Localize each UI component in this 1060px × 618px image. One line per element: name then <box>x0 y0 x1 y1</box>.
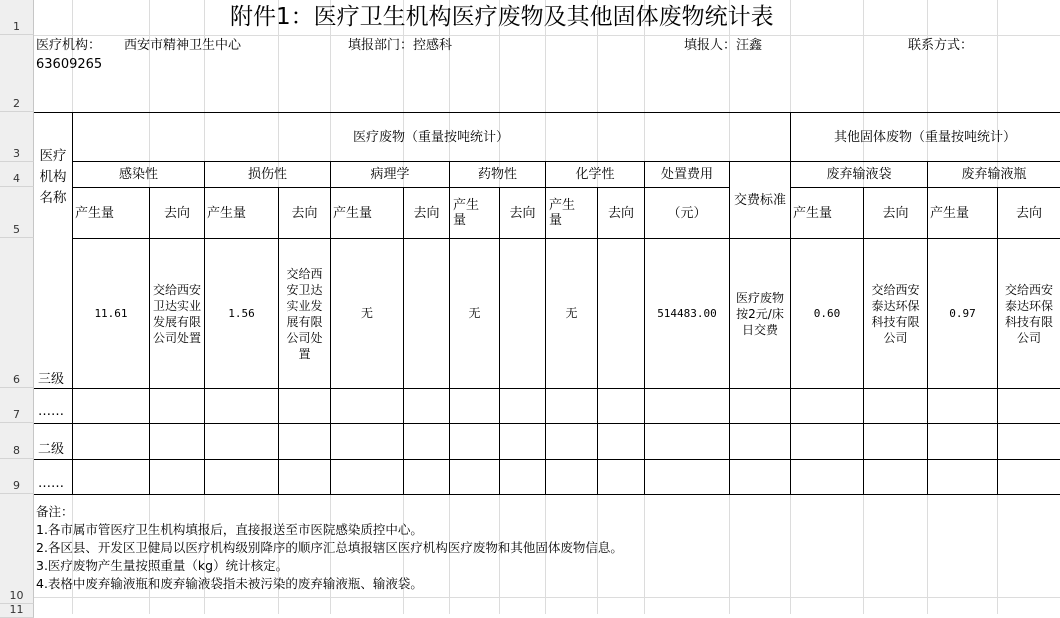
pathological-amount-cell[interactable]: 无 <box>360 306 373 320</box>
contact-label: 联系方式： <box>908 38 974 53</box>
infectious-header: 感染性 <box>118 167 158 182</box>
pathological-header: 病理学 <box>370 167 410 182</box>
note-item: 4.表格中废弃输液瓶和废弃输液袋指未被污染的废弃输液瓶、输液袋。 <box>36 576 423 591</box>
note-item: 1.各市属市管医疗卫生机构填报后，直接报送至市医院感染质控中心。 <box>36 522 423 537</box>
level-ellipsis-2[interactable]: …… <box>38 475 64 491</box>
chemical-header: 化学性 <box>575 167 615 182</box>
iv-bag-amount-header: 产生量 <box>793 205 833 221</box>
iv-bottle-header: 废弃输液瓶 <box>961 167 1027 182</box>
org-value: 西安市精神卫生中心 <box>124 38 242 53</box>
pathological-destination-cell[interactable] <box>404 239 449 388</box>
sheet-title: 附件1：医疗卫生机构医疗废物及其他固体废物统计表 <box>230 4 774 30</box>
damaging-destination-cell[interactable]: 交给西安卫达实业发展有限公司处置 <box>286 266 323 361</box>
infectious-destination-cell[interactable]: 交给西安卫达实业发展有限公司处置 <box>153 282 202 345</box>
iv-bottle-amount-cell[interactable]: 0.97 <box>949 307 976 320</box>
pharmaceutical-destination-cell[interactable] <box>500 239 545 388</box>
level-second[interactable]: 二级 <box>38 441 65 457</box>
note-item: 3.医疗废物产生量按照重量（kg）统计核定。 <box>36 558 289 573</box>
row-header-8[interactable]: 8 <box>0 423 34 459</box>
damaging-destination-header: 去向 <box>291 205 318 221</box>
row-header-1[interactable]: 1 <box>0 0 34 35</box>
fee-standard-cell[interactable]: 医疗废物按2元/床日交费 <box>735 290 784 337</box>
notes-heading: 备注： <box>36 504 74 519</box>
iv-bag-destination-cell[interactable]: 交给西安泰达环保科技有限公司 <box>871 282 920 345</box>
pharmaceutical-amount-header: 产生量 <box>453 198 480 228</box>
iv-bottle-amount-header: 产生量 <box>930 205 970 221</box>
damaging-amount-header: 产生量 <box>207 205 247 221</box>
pharmaceutical-destination-header: 去向 <box>509 205 536 221</box>
disposal-fee-header: 处置费用 <box>660 167 713 182</box>
row-header-7[interactable]: 7 <box>0 388 34 423</box>
chemical-amount-header: 产生量 <box>549 198 576 228</box>
chemical-destination-header: 去向 <box>607 205 634 221</box>
damaging-header: 损伤性 <box>247 167 287 182</box>
iv-bag-header: 废弃输液袋 <box>826 167 892 182</box>
iv-bottle-destination-header: 去向 <box>1015 205 1042 221</box>
infectious-destination-header: 去向 <box>163 205 190 221</box>
row-header-5[interactable]: 5 <box>0 187 34 238</box>
disposal-fee-cell[interactable]: 514483.00 <box>657 307 717 320</box>
pathological-amount-header: 产生量 <box>333 205 373 221</box>
other-waste-header: 其他固体废物（重量按吨统计） <box>833 129 1016 145</box>
level-third[interactable]: 三级 <box>38 371 65 387</box>
dept-label: 填报部门：控感科 <box>348 38 453 53</box>
pharmaceutical-amount-cell[interactable]: 无 <box>468 306 481 320</box>
infectious-amount-header: 产生量 <box>75 205 115 221</box>
iv-bag-destination-header: 去向 <box>882 205 909 221</box>
infectious-amount-cell[interactable]: 11.61 <box>94 307 128 320</box>
row-header-11[interactable]: 11 <box>0 604 34 618</box>
contact-value: 63609265 <box>36 57 103 72</box>
chemical-amount-cell[interactable]: 无 <box>565 306 578 320</box>
medical-waste-header: 医疗废物（重量按吨统计） <box>352 129 509 145</box>
iv-bag-amount-cell[interactable]: 0.60 <box>813 307 841 320</box>
row-header-3[interactable]: 3 <box>0 112 34 162</box>
iv-bottle-destination-cell[interactable]: 交给西安泰达环保科技有限公司 <box>1004 282 1053 345</box>
org-label: 医疗机构： <box>36 38 102 53</box>
filler-label: 填报人：汪鑫 <box>684 38 763 53</box>
row-header-9[interactable]: 9 <box>0 459 34 494</box>
row-header-4[interactable]: 4 <box>0 162 34 187</box>
fee-unit-header: （元） <box>667 205 707 221</box>
note-item: 2.各区县、开发区卫健局以医疗机构级别降序的顺序汇总填报辖区医疗机构医疗废物和其他固体废物信息。 <box>36 540 623 555</box>
fee-standard-header: 交费标准 <box>733 192 786 208</box>
pharmaceutical-header: 药物性 <box>477 167 517 182</box>
org-name-header: 医疗机构名称 <box>39 148 67 206</box>
damaging-amount-cell[interactable]: 1.56 <box>228 307 255 320</box>
pathological-destination-header: 去向 <box>413 205 440 221</box>
chemical-destination-cell[interactable] <box>598 239 644 388</box>
row-header-10[interactable]: 10 <box>0 494 34 604</box>
level-ellipsis-1[interactable]: …… <box>38 403 64 419</box>
row-header-6[interactable]: 6 <box>0 238 34 388</box>
row-header-2[interactable]: 2 <box>0 35 34 112</box>
